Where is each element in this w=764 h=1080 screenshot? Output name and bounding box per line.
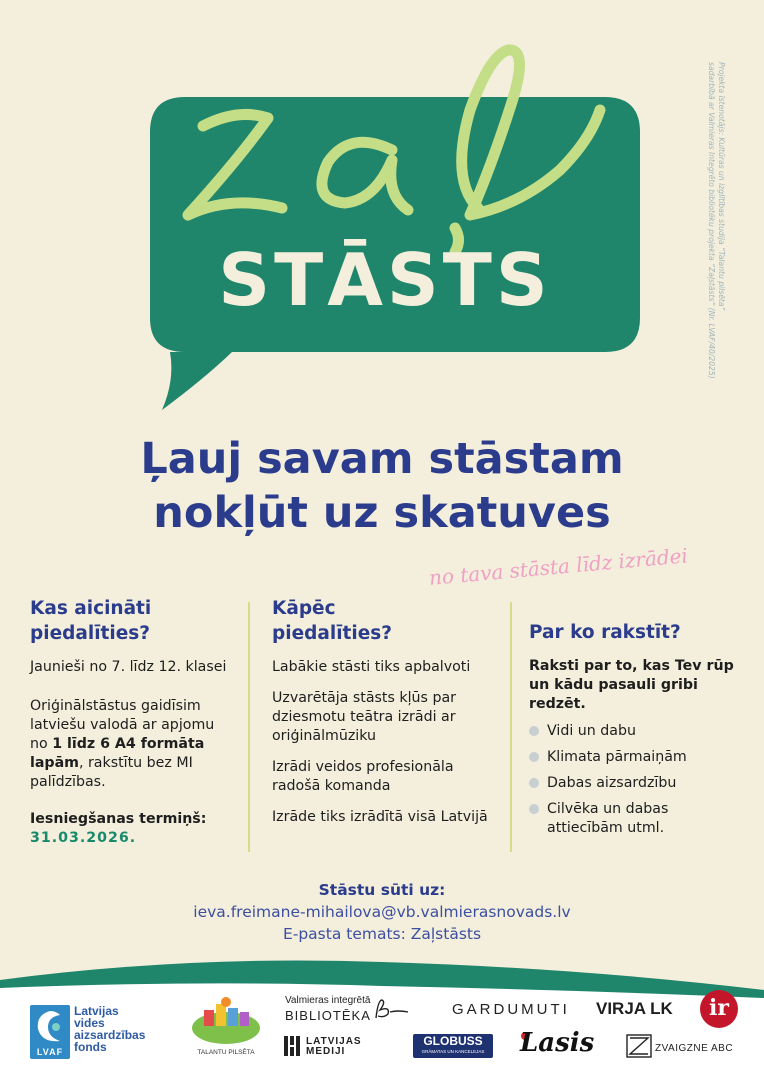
topic-text: Vidi un dabu xyxy=(547,723,636,739)
globuss-text: GLOBUSS xyxy=(423,1034,483,1048)
lvaf-logo xyxy=(30,1005,70,1059)
lasis-logo: Lasis xyxy=(520,1028,595,1058)
library-logo-l2: BIBLIOTĒKA xyxy=(285,1008,371,1023)
talantu-pilseta-text: TALANTU PILSĒTA xyxy=(197,1049,255,1056)
stasts-block-lettering: STĀSTS xyxy=(218,238,552,322)
bullet-icon xyxy=(529,778,539,788)
lvaf-name-l3: aizsardzības xyxy=(74,1028,146,1042)
latvijas-mediji-logo xyxy=(306,1037,362,1057)
topic-text: Cilvēka un dabas attiecībām utml. xyxy=(547,801,669,836)
column-divider-1 xyxy=(248,602,250,852)
deadline-date: 31.03.2026. xyxy=(30,830,137,846)
project-credit-line-1: Projekta īstenotājs: Kultūras un izglītības studija “Talantu pilsēta” xyxy=(717,62,726,311)
column-divider-2 xyxy=(510,602,512,852)
lvaf-abbr: LVAF xyxy=(36,1047,64,1057)
submission-email-link[interactable]: ieva.freimane-mihailova@vb.valmierasnovads.lv xyxy=(193,903,571,921)
why-item: Izrāde tiks izrādītā visā Latvijā xyxy=(272,809,488,825)
topic-text: Klimata pārmaiņām xyxy=(547,749,687,765)
requirements-part-a: Oriģinālstāstus gaidīsim latviešu valodā ar apjomu no xyxy=(30,698,215,752)
submission-info xyxy=(0,879,764,945)
column-who-heading-l2: piedalīties? xyxy=(30,623,151,644)
bullet-icon xyxy=(529,804,539,814)
column-topics xyxy=(529,620,744,838)
lvaf-wave-icon xyxy=(30,1005,70,1049)
latvijas-mediji-l2: MEDIJI xyxy=(306,1046,346,1057)
zvaigzne-abc-logo: ZVAIGZNE ABC xyxy=(655,1043,734,1054)
speech-bubble-logo xyxy=(0,0,764,440)
lvaf-name-l4: fonds xyxy=(74,1040,107,1054)
globuss-subtext: GRĀMATAS UN KANCELEJAS xyxy=(421,1049,485,1054)
virja-lk-logo: VIRJA LK xyxy=(596,999,673,1018)
bullet-icon xyxy=(529,752,539,762)
list-item xyxy=(529,748,744,767)
requirements-text xyxy=(30,697,235,792)
list-item xyxy=(529,800,744,838)
list-item xyxy=(529,774,744,793)
submission-subject: E-pasta temats: Zaļstāsts xyxy=(282,925,482,943)
why-item: Labākie stāsti tiks apbalvoti xyxy=(272,659,471,675)
requirements-part-c: , rakstītu bez MI palīdzības. xyxy=(30,755,193,790)
why-item: Uzvarētāja stāsts kļūs par dziesmotu teātra izrādi ar oriģinālmūziku xyxy=(272,690,456,744)
project-credit-vertical xyxy=(707,62,728,407)
list-item xyxy=(529,722,744,741)
lvaf-name xyxy=(74,1005,145,1053)
lvaf-name-l2: vides xyxy=(74,1016,105,1030)
talantu-pilseta-logo xyxy=(186,994,266,1058)
column-who-heading-l1: Kas aicināti xyxy=(30,598,152,619)
requirements-pages: 1 līdz 6 A4 formāta lapām xyxy=(30,736,205,771)
topic-text: Dabas aizsardzību xyxy=(547,775,677,791)
deadline-label: Iesniegšanas termiņš: xyxy=(30,811,207,827)
submission-title: Stāstu sūti uz: xyxy=(318,881,446,899)
column-who xyxy=(30,596,235,848)
library-signature-icon xyxy=(372,996,412,1022)
project-credit-line-2: sadarbībā ar Valmieras Integrēto bibliotēku projekta “Zaļstāsts” (Nr. LVAF/40/2025) xyxy=(707,62,716,379)
ir-logo: ir xyxy=(700,990,738,1028)
library-logo-l1: Valmieras integrētā xyxy=(285,995,371,1006)
column-who-heading xyxy=(30,596,235,646)
column-why xyxy=(272,596,494,827)
bullet-icon xyxy=(529,726,539,736)
latvijas-mediji-l1: LATVIJAS xyxy=(306,1036,362,1047)
why-item: Izrādi veidos profesionāla radošā komanda xyxy=(272,759,454,794)
zvaigzne-abc-icon xyxy=(626,1034,652,1058)
headline-line-2: nokļūt uz skatuves xyxy=(153,488,611,538)
headline-line-1: Ļauj savam stāstam xyxy=(140,434,624,484)
audience-text: Jaunieši no 7. līdz 12. klasei xyxy=(30,659,227,675)
globuss-logo xyxy=(413,1034,493,1058)
column-why-heading-l1: Kāpēc xyxy=(272,598,336,619)
column-why-heading xyxy=(272,596,494,646)
topics-list xyxy=(529,722,744,838)
column-topics-heading: Par ko rakstīt? xyxy=(529,622,681,643)
tagline: no tava stāsta līdz izrādei xyxy=(428,543,689,590)
column-why-heading-l2: piedalīties? xyxy=(272,623,393,644)
latvijas-mediji-icon xyxy=(284,1036,302,1056)
gardumuti-logo: GARDUMUTI xyxy=(452,1001,570,1018)
lvaf-name-l1: Latvijas xyxy=(74,1004,119,1018)
topics-intro: Raksti par to, kas Tev rūp un kādu pasauli gribi redzēt. xyxy=(529,658,734,712)
headline xyxy=(0,432,764,540)
